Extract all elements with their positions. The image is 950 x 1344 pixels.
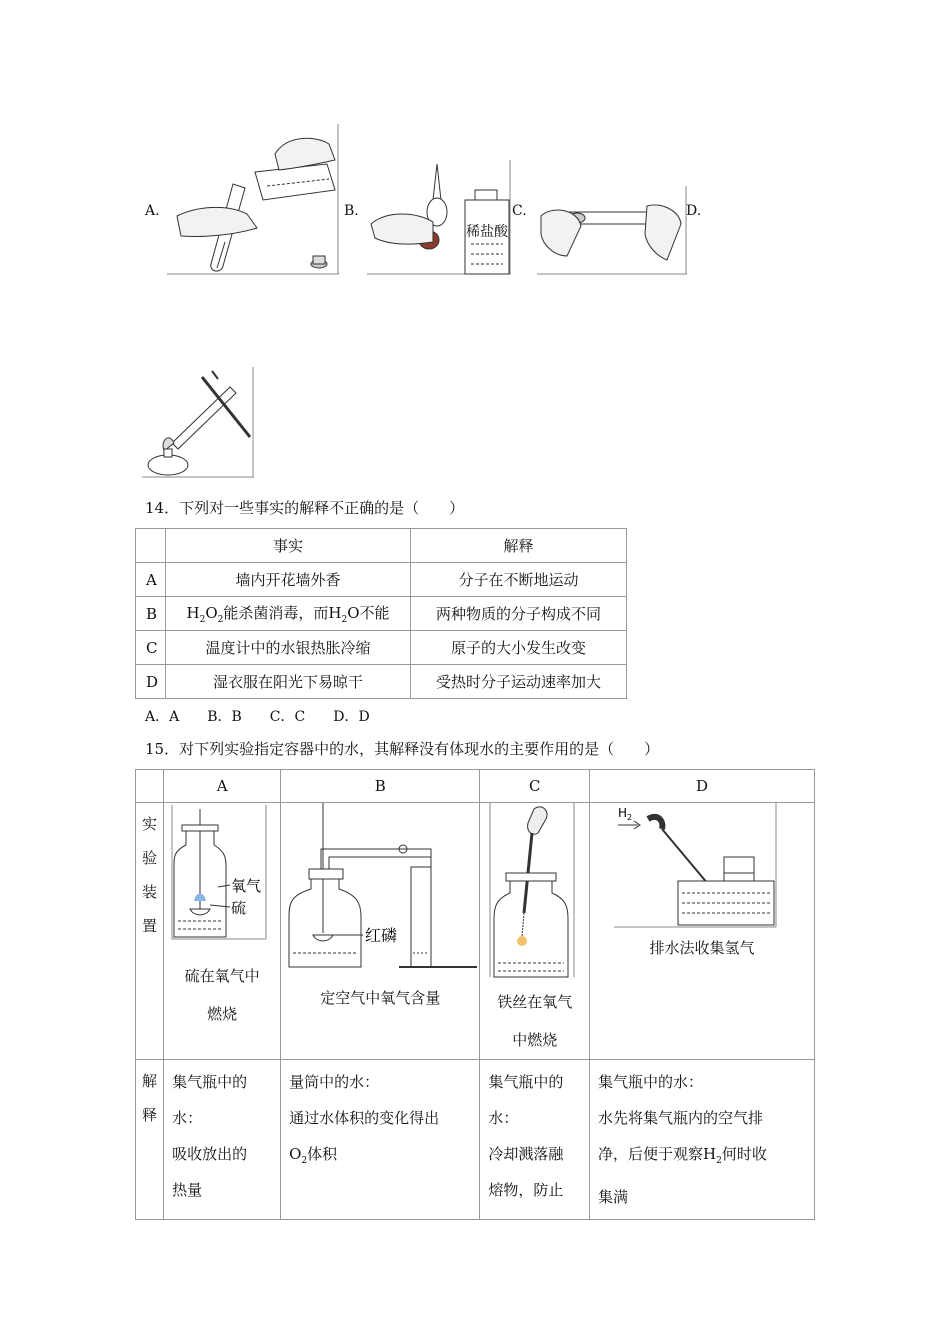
label-oxygen: 氧气	[231, 877, 262, 895]
option-d-label: D.	[686, 203, 702, 219]
caption-d: 排水法收集氢气	[649, 939, 755, 957]
q15-explain-a: 集气瓶中的 水： 吸收放出的 热量	[164, 1060, 281, 1220]
figure-iron-wire-burning	[488, 803, 588, 981]
q15-col-c: C	[480, 770, 590, 803]
q14-header-blank	[136, 529, 166, 563]
row-label-explain: 解 释	[136, 1060, 164, 1220]
q14-header-explain: 解释	[411, 529, 627, 563]
option-b-label: B.	[344, 203, 359, 219]
row-explain: 受热时分子运动速率加大	[411, 665, 627, 699]
label-h2: $H_2$	[618, 806, 633, 822]
figure-dropper-bottle	[367, 160, 511, 276]
row-fact: 温度计中的水银热胀冷缩	[166, 631, 411, 665]
row-key: B	[136, 597, 166, 631]
table-row	[136, 665, 627, 699]
row-label-apparatus: 实 验 装 置	[136, 803, 164, 1060]
row-key: C	[136, 631, 166, 665]
option-a-label: A.	[145, 203, 160, 219]
row-fact: $H_2O_2$能杀菌消毒，而$H_2O$不能	[166, 597, 411, 631]
q14-table	[135, 528, 627, 699]
q15-explain-b: 量筒中的水： 通过水体积的变化得出 $O_2$体积	[281, 1060, 480, 1220]
q15-col-b: B	[281, 770, 480, 803]
table-row	[136, 631, 627, 665]
bottle-label: 稀盐酸	[466, 224, 508, 240]
q14-stem: 14．下列对一些事实的解释不正确的是（ ）	[145, 499, 465, 517]
row-explain: 两种物质的分子构成不同	[411, 597, 627, 631]
caption-c: 铁丝在氧气 中燃烧	[497, 993, 573, 1049]
figure-shaking-tube	[537, 186, 687, 276]
q15-explain-c: 集气瓶中的 水： 冷却溅落融 熔物，防止	[480, 1060, 590, 1220]
row-explain: 原子的大小发生改变	[411, 631, 627, 665]
caption-b: 定空气中氧气含量	[320, 989, 441, 1007]
row-fact: 墙内开花墙外香	[166, 563, 411, 597]
row-key: D	[136, 665, 166, 699]
label-red-phosphorus: 红磷	[365, 926, 398, 945]
q15-explain-d: 集气瓶中的水： 水先将集气瓶内的空气排 净，后便于观察$H_2$何时收 集满	[590, 1060, 815, 1220]
q15-table	[135, 769, 815, 1220]
figure-pouring-liquid	[167, 124, 339, 276]
q15-cell-b-apparatus	[281, 803, 480, 1060]
figure-heating-tube	[142, 367, 254, 479]
q15-col-a: A	[164, 770, 281, 803]
figure-red-phosphorus	[281, 803, 477, 973]
q14-choices: A．A B．B C．C D．D	[145, 709, 370, 725]
q15-col-d: D	[590, 770, 815, 803]
option-c-label: C.	[512, 203, 527, 219]
q15-cell-d-apparatus	[590, 803, 815, 1060]
q15-cell-a-apparatus	[164, 803, 281, 1060]
q14-header-fact: 事实	[166, 529, 411, 563]
row-key: A	[136, 563, 166, 597]
figure-sulfur-burning	[170, 805, 280, 943]
figure-collect-hydrogen	[614, 803, 814, 929]
table-row	[136, 597, 627, 631]
row-explain: 分子在不断地运动	[411, 563, 627, 597]
q15-stem: 15．对下列实验指定容器中的水，其解释没有体现水的主要作用的是（ ）	[145, 740, 660, 758]
row-fact: 湿衣服在阳光下易晾干	[166, 665, 411, 699]
table-row	[136, 563, 627, 597]
label-sulfur: 硫	[231, 899, 247, 917]
q15-cell-c-apparatus	[480, 803, 590, 1060]
caption-a: 硫在氧气中 燃烧	[184, 967, 260, 1023]
